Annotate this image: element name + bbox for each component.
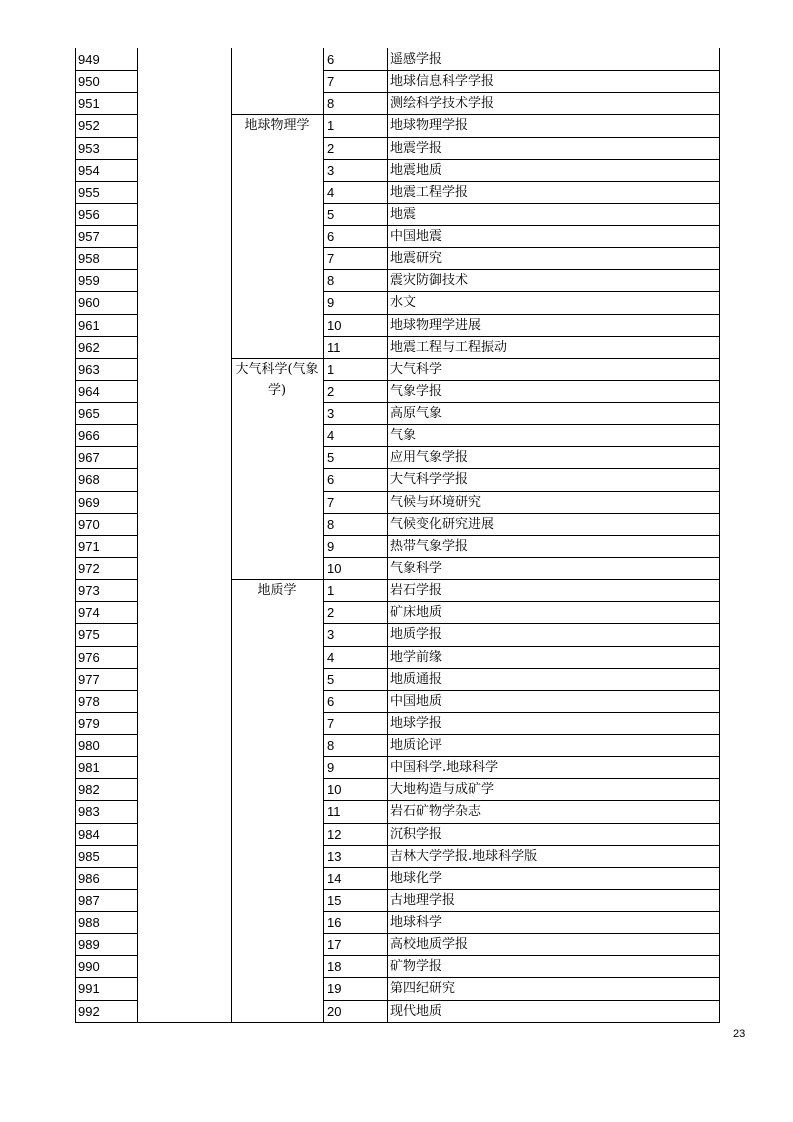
row-sequence-number: 10 bbox=[327, 782, 342, 798]
row-id: 970 bbox=[78, 516, 100, 532]
row-id: 955 bbox=[78, 184, 100, 200]
row-id: 983 bbox=[78, 804, 100, 820]
row-sequence-number: 15 bbox=[327, 892, 342, 908]
journal-name: 岩石学报 bbox=[390, 583, 443, 599]
row-sequence-number: 10 bbox=[327, 317, 342, 333]
row-id: 988 bbox=[78, 915, 100, 931]
row-id: 966 bbox=[78, 428, 100, 444]
row-id: 949 bbox=[78, 52, 100, 67]
journal-name: 地震工程学报 bbox=[390, 184, 469, 200]
journal-name: 应用气象学报 bbox=[390, 450, 469, 466]
row-id: 965 bbox=[78, 406, 100, 422]
row-id: 952 bbox=[78, 118, 100, 134]
journal-name: 地震地质 bbox=[390, 162, 443, 178]
row-id: 989 bbox=[78, 937, 100, 953]
row-sequence-number: 11 bbox=[327, 339, 341, 355]
row-sequence-number: 11 bbox=[327, 804, 341, 820]
row-id: 956 bbox=[78, 206, 100, 222]
journal-name: 地球物理学进展 bbox=[390, 317, 482, 333]
row-sequence-number: 9 bbox=[327, 295, 335, 311]
row-sequence-number: 3 bbox=[327, 162, 335, 178]
journal-name: 地质学报 bbox=[390, 627, 443, 643]
journal-name: 地学前缘 bbox=[390, 649, 443, 665]
journal-name: 现代地质 bbox=[390, 1003, 443, 1019]
row-id: 973 bbox=[78, 583, 100, 599]
row-id: 950 bbox=[78, 74, 100, 90]
journal-name: 大地构造与成矿学 bbox=[390, 782, 495, 798]
journal-name: 吉林大学学报.地球科学版 bbox=[390, 848, 538, 864]
journal-name: 地球信息科学学报 bbox=[390, 74, 495, 90]
row-sequence-number: 8 bbox=[327, 273, 335, 289]
row-sequence-number: 1 bbox=[327, 118, 335, 134]
journal-name: 地震工程与工程振动 bbox=[390, 339, 508, 355]
row-sequence-number: 2 bbox=[327, 383, 335, 399]
row-id: 977 bbox=[78, 671, 100, 687]
journal-name: 地球化学 bbox=[390, 870, 443, 886]
row-id: 968 bbox=[78, 472, 100, 488]
journal-name: 气象科学 bbox=[390, 560, 443, 576]
row-sequence-number: 1 bbox=[327, 583, 335, 599]
row-sequence-number: 14 bbox=[327, 870, 342, 886]
row-border bbox=[323, 1022, 720, 1023]
row-sequence-number: 19 bbox=[327, 981, 342, 997]
journal-name: 地质通报 bbox=[390, 671, 443, 687]
row-id: 959 bbox=[78, 273, 100, 289]
category-label: 大气科学(气象学) bbox=[235, 361, 319, 398]
row-sequence-number: 7 bbox=[327, 74, 335, 90]
row-sequence-number: 6 bbox=[327, 52, 335, 67]
journal-name: 矿物学报 bbox=[390, 959, 443, 975]
journal-name: 地震学报 bbox=[390, 140, 443, 156]
row-id: 971 bbox=[78, 538, 100, 554]
journal-name: 中国地震 bbox=[390, 229, 443, 245]
journal-name: 测绘科学技术学报 bbox=[390, 96, 495, 112]
journal-name: 沉积学报 bbox=[390, 826, 443, 842]
journal-name: 气候变化研究进展 bbox=[390, 516, 495, 532]
row-sequence-number: 8 bbox=[327, 96, 335, 112]
row-id: 951 bbox=[78, 96, 100, 112]
journal-name: 大气科学学报 bbox=[390, 472, 469, 488]
journal-name: 遥感学报 bbox=[390, 52, 443, 67]
row-sequence-number: 5 bbox=[327, 206, 335, 222]
row-id: 979 bbox=[78, 715, 100, 731]
row-id: 978 bbox=[78, 693, 100, 709]
row-sequence-number: 9 bbox=[327, 760, 335, 776]
row-id: 984 bbox=[78, 826, 100, 842]
table-bottom-border bbox=[137, 1022, 232, 1023]
row-sequence-number: 5 bbox=[327, 450, 335, 466]
journal-name: 地球物理学报 bbox=[390, 118, 469, 134]
journal-name: 地球科学 bbox=[390, 915, 443, 931]
row-id: 957 bbox=[78, 229, 100, 245]
row-sequence-number: 3 bbox=[327, 406, 335, 422]
journal-name: 矿床地质 bbox=[390, 605, 443, 621]
row-id: 985 bbox=[78, 848, 100, 864]
row-sequence-number: 17 bbox=[327, 937, 342, 953]
journal-name: 岩石矿物学杂志 bbox=[390, 804, 482, 820]
row-id: 972 bbox=[78, 560, 100, 576]
row-id: 958 bbox=[78, 251, 100, 267]
journal-name: 气象学报 bbox=[390, 383, 443, 399]
row-sequence-number: 4 bbox=[327, 649, 335, 665]
row-sequence-number: 8 bbox=[327, 738, 335, 754]
row-sequence-number: 7 bbox=[327, 715, 335, 731]
journal-name: 地震研究 bbox=[390, 251, 443, 267]
journal-name: 高校地质学报 bbox=[390, 937, 469, 953]
row-id: 954 bbox=[78, 162, 100, 178]
row-sequence-number: 5 bbox=[327, 671, 335, 687]
row-sequence-number: 6 bbox=[327, 472, 335, 488]
row-id: 987 bbox=[78, 892, 100, 908]
journal-name: 大气科学 bbox=[390, 361, 443, 377]
journal-name: 古地理学报 bbox=[390, 892, 456, 908]
row-sequence-number: 1 bbox=[327, 361, 335, 377]
row-sequence-number: 6 bbox=[327, 229, 335, 245]
journal-name: 震灾防御技术 bbox=[390, 273, 469, 289]
row-sequence-number: 20 bbox=[327, 1003, 342, 1019]
row-sequence-number: 2 bbox=[327, 605, 335, 621]
row-sequence-number: 2 bbox=[327, 140, 335, 156]
row-sequence-number: 6 bbox=[327, 693, 335, 709]
journal-name: 地质论评 bbox=[390, 738, 443, 754]
row-id: 990 bbox=[78, 959, 100, 975]
row-sequence-number: 4 bbox=[327, 428, 335, 444]
row-id: 991 bbox=[78, 981, 100, 997]
journal-name: 地震 bbox=[390, 206, 417, 222]
category-label: 地质学 bbox=[257, 583, 297, 599]
journal-name: 水文 bbox=[390, 295, 417, 311]
journal-name: 气象 bbox=[390, 428, 417, 444]
row-sequence-number: 7 bbox=[327, 251, 335, 267]
page-number: 23 bbox=[733, 1028, 746, 1040]
row-id: 953 bbox=[78, 140, 100, 156]
row-id: 976 bbox=[78, 649, 100, 665]
row-id: 963 bbox=[78, 361, 100, 377]
row-sequence-number: 9 bbox=[327, 538, 335, 554]
row-id: 980 bbox=[78, 738, 100, 754]
row-sequence-number: 16 bbox=[327, 915, 342, 931]
journal-name: 第四纪研究 bbox=[390, 981, 456, 997]
row-sequence-number: 4 bbox=[327, 184, 335, 200]
row-sequence-number: 18 bbox=[327, 959, 342, 975]
journal-name: 热带气象学报 bbox=[390, 538, 469, 554]
journal-name: 气候与环境研究 bbox=[390, 494, 482, 510]
journal-name: 中国科学.地球科学 bbox=[390, 760, 499, 776]
row-sequence-number: 8 bbox=[327, 516, 335, 532]
row-id: 974 bbox=[78, 605, 100, 621]
row-id: 981 bbox=[78, 760, 100, 776]
row-sequence-number: 10 bbox=[327, 560, 342, 576]
row-id: 986 bbox=[78, 870, 100, 886]
row-id: 960 bbox=[78, 295, 100, 311]
row-sequence-number: 13 bbox=[327, 848, 342, 864]
row-sequence-number: 3 bbox=[327, 627, 335, 643]
column-border bbox=[231, 48, 232, 1023]
row-id: 961 bbox=[78, 317, 100, 333]
row-sequence-number: 7 bbox=[327, 494, 335, 510]
row-sequence-number: 12 bbox=[327, 826, 342, 842]
category-label: 地球物理学 bbox=[244, 118, 310, 134]
row-id: 975 bbox=[78, 627, 100, 643]
row-id: 992 bbox=[78, 1003, 100, 1019]
journal-name: 中国地质 bbox=[390, 693, 443, 709]
journal-name: 地球学报 bbox=[390, 715, 443, 731]
row-id: 982 bbox=[78, 782, 100, 798]
row-id: 969 bbox=[78, 494, 100, 510]
journal-name: 高原气象 bbox=[390, 406, 443, 422]
category-border bbox=[231, 1022, 324, 1023]
row-id: 967 bbox=[78, 450, 100, 466]
row-id: 964 bbox=[78, 383, 100, 399]
row-id: 962 bbox=[78, 339, 100, 355]
